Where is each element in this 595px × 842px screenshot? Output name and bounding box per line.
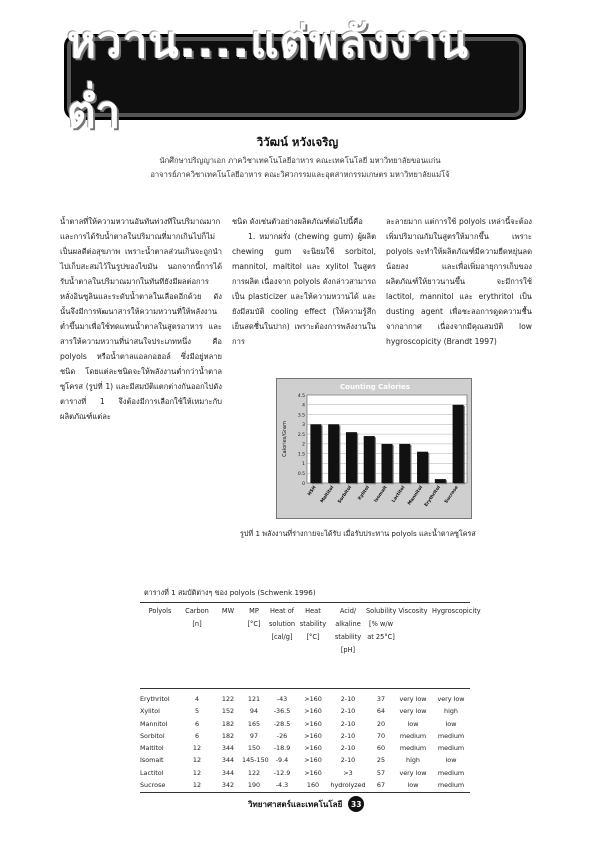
table-cell: 145-150 xyxy=(242,756,269,765)
table-title: ตารางที่ 1 สมบัติต่างๆ ของ polyols (Schwenk 1996) xyxy=(144,588,316,597)
table-cell: very low xyxy=(437,695,465,703)
table-cell: -26 xyxy=(276,731,288,740)
table-header-cell: Solubility [% w/w at 25°C] xyxy=(366,607,397,641)
table-cell: >3 xyxy=(343,768,353,777)
table-top-rule xyxy=(140,602,470,603)
table-row xyxy=(140,730,470,742)
table-cell: 5 xyxy=(194,707,200,716)
table-cell: 12 xyxy=(192,781,202,790)
table-header-cell: Viscosity xyxy=(398,607,428,615)
y-tick-label: 1.5 xyxy=(297,452,305,458)
body-column-3 xyxy=(386,214,532,349)
table-cell: >160 xyxy=(304,768,322,777)
bar xyxy=(346,432,357,483)
body-column-2 xyxy=(232,214,376,349)
table-cell: 344 xyxy=(221,768,235,777)
table-cell: very low xyxy=(399,768,427,777)
affiliation-line: อาจารย์ภาควิชาเทคโนโลยีอาหาร คณะวิศวกรรมและอุตสาหกรรมเกษตร มหาวิทยาลัยแม่โจ้ xyxy=(150,170,450,179)
table-header-cell: Hygroscopicity xyxy=(432,607,481,615)
table-cell: 344 xyxy=(221,744,235,753)
table-cell: 190 xyxy=(247,781,261,790)
y-axis-label: Calories/Gram xyxy=(282,421,288,457)
table-cell: Sucrose xyxy=(140,781,166,790)
table-cell: >160 xyxy=(304,695,322,703)
paragraph: ละลายมาก แต่การใช้ polyols เหล่านี้จะต้องเพิ่มปริมาณกัมในสูตรให้มากขึ้น เพราะ polyols จะทำให้ผลิตภัณฑ์มีความยืดหยุ่นลดน้อยลง และเพื่อเพิ่มอายุการเก็บของผลิตภัณฑ์ให้ยาวนานขึ้น จะมีการใช้ lactitol, mannitol และ erythritol เป็น dusting agent เพื่อชะลอการดูดความชื้นจากอากาศ เนื่องจากมีคุณสมบัติ low hygroscopicity (Brandt 1997) xyxy=(386,217,532,346)
table-cell: >160 xyxy=(304,731,322,740)
table-cell: medium xyxy=(437,744,465,753)
table-cell: 12 xyxy=(192,744,202,753)
table-cell: 121 xyxy=(247,695,261,703)
bar xyxy=(364,436,375,483)
table-cell: Erythritol xyxy=(140,695,170,703)
bar xyxy=(435,479,446,483)
table-cell: 2-10 xyxy=(340,719,356,728)
table-cell: 2-10 xyxy=(340,707,356,716)
table-cell: -18.9 xyxy=(273,744,291,753)
paragraph: ชนิด ดังเช่นตัวอย่างผลิตภัณฑ์ต่อไปนี้คือ xyxy=(232,217,363,226)
table-header-cell: Carbon [n] xyxy=(185,607,209,628)
table-cell: 4 xyxy=(194,695,200,703)
bar xyxy=(399,444,410,483)
table-cell: medium xyxy=(399,744,427,753)
bar xyxy=(310,424,321,483)
paragraph: น้ำตาลที่ให้ความหวานอันทันท่วงทีในปริมาณมาก และการได้รับน้ำตาลในปริมาณที่มากเกินไปก็ไม่เป็นผลดีต่อสุขภาพ เพราะน้ำตาลส่วนเกินจะถูกนำไปเก็บสะสมไว้ในรูปของไขมัน นอกจากนี้การได้รับน้ำตาลในปริมาณมากในทันทียังมีผลต่อการหลั่งอินซูลินและระดับน้ำตาลในเลือดอีกด้วย ดังนั้นจึงมีการพัฒนาสารให้ความหวานที่ให้พลังงานต่ำขึ้นมาเพื่อใช้ทดแทนน้ำตาลในสูตรอาหาร และสารให้ความหวานที่น่าสนใจประเภทหนึ่ง คือ polyols หรือน้ำตาลแอลกอฮอล์ ซึ่งมีอยู่หลายชนิด โดยแต่ละชนิดจะให้พลังงานต่ำกว่าน้ำตาลซูโครส (รูปที่ 1) และมีสมบัติแตกต่างกันออกไปดังตารางที่ 1 จึงต้องมีการเลือกใช้ให้เหมาะกับผลิตภัณฑ์แต่ละ xyxy=(60,217,222,421)
bar xyxy=(381,444,392,483)
table-header-cell: Acid/ alkaline stability [pH] xyxy=(334,607,362,654)
table-header-cell: MP [°C] xyxy=(247,607,261,628)
table-cell: >160 xyxy=(304,719,322,728)
y-tick-label: 2.5 xyxy=(297,432,305,438)
table-header-rule xyxy=(140,688,470,689)
y-tick-label: 3 xyxy=(302,423,305,429)
table-cell: 12 xyxy=(192,768,202,777)
table-cell: >160 xyxy=(304,707,322,716)
table-cell: medium xyxy=(437,768,465,777)
table-cell: very low xyxy=(399,695,427,703)
table-cell: high xyxy=(406,756,420,765)
y-tick-label: 4 xyxy=(302,403,305,409)
figure-caption: รูปที่ 1 พลังงานที่ร่างกายจะได้รับ เมื่อรับประทาน polyols และน้ำตาลซูโครส xyxy=(240,529,476,538)
table-cell: -28.5 xyxy=(273,719,291,728)
table-cell: 20 xyxy=(376,719,386,728)
table-cell: Lactitol xyxy=(140,768,164,777)
table-cell: 2-10 xyxy=(340,744,356,753)
table-cell: medium xyxy=(437,731,465,740)
table-cell: 12 xyxy=(192,756,202,765)
table-cell: 37 xyxy=(376,695,386,703)
chart-canvas xyxy=(277,379,473,520)
x-tick-label: Lactitol xyxy=(391,485,407,504)
table-cell: medium xyxy=(437,781,465,790)
journal-name: วิทยาศาสตร์และเทคโนโลยี xyxy=(248,799,343,809)
table-cell: >160 xyxy=(304,756,322,765)
table-cell: 2-10 xyxy=(340,756,356,765)
table-cell: 122 xyxy=(221,695,235,703)
table-cell: low xyxy=(407,719,419,728)
table-header-cell: MW xyxy=(221,607,235,615)
y-tick-label: 0 xyxy=(302,481,305,487)
table-cell: -4.3 xyxy=(275,781,289,790)
x-tick-label: Maltitol xyxy=(319,485,336,505)
table-cell: 97 xyxy=(249,731,259,740)
table-cell: Sorbitol xyxy=(140,731,165,740)
page-footer xyxy=(248,796,364,812)
table-cell: 182 xyxy=(221,731,235,740)
y-tick-label: 2 xyxy=(302,442,305,448)
table-header-cell: Polyols xyxy=(148,607,172,615)
table-cell: 64 xyxy=(376,707,386,716)
table-cell: 6 xyxy=(194,731,200,740)
table-cell: Maltitol xyxy=(140,744,164,753)
x-tick-label: Erythritol xyxy=(424,485,442,508)
title-banner xyxy=(64,17,526,138)
table-row xyxy=(140,779,470,791)
table-cell: Mannitol xyxy=(140,719,168,728)
table-cell: low xyxy=(445,719,457,728)
table-header-cell: Heat of solution [cal/g] xyxy=(268,607,296,641)
table-cell: low xyxy=(445,756,457,765)
table-header xyxy=(140,605,481,659)
table-cell: Xylitol xyxy=(140,707,160,716)
calorie-chart xyxy=(276,378,472,519)
table-bottom-rule xyxy=(140,792,470,793)
table-cell: 67 xyxy=(376,781,386,790)
author-name: วิวัฒน์ หวังเจริญ xyxy=(256,135,339,149)
table-cell: 6 xyxy=(194,719,200,728)
article-title: หวาน....แต่พลังงานต่ำ xyxy=(67,17,470,138)
y-tick-label: 0.5 xyxy=(297,472,305,478)
table-cell: 152 xyxy=(221,707,235,716)
x-tick-label: HSH xyxy=(307,485,318,497)
table-row xyxy=(140,705,470,717)
bar xyxy=(417,452,428,483)
table-cell: 182 xyxy=(221,719,235,728)
table-row xyxy=(140,742,470,754)
table-cell: -43 xyxy=(276,695,288,703)
table-cell: 150 xyxy=(247,744,261,753)
table-header-cell: Heat stability [°C] xyxy=(299,607,327,641)
table-row xyxy=(140,718,470,730)
x-tick-label: Isomalt xyxy=(373,485,389,504)
table-cell: 2-10 xyxy=(340,695,356,703)
body-column-1 xyxy=(60,214,222,424)
affiliation-line: นักศึกษาปริญญาเอก ภาควิชาเทคโนโลยีอาหาร คณะเทคโนโลยี มหาวิทยาลัยขอนแก่น xyxy=(159,156,441,165)
paragraph: 1. หมากฝรั่ง (chewing gum) ผู้ผลิต chewing gum จะนิยมใช้ sorbitol, mannitol, maltitol และ xylitol ในสูตรการผลิต เนื่องจาก polyols ดังกล่าวสามารถเป็น plasticizer และให้ความหวานได้ และยังมีสมบัติ cooling effect (ให้ความรู้สึกเย็นสดชื่นในปาก) เพราะต้องการพลังงานในการ xyxy=(232,232,376,346)
chart-title: Counting Calories xyxy=(340,383,410,391)
table-cell: hydrolyzed xyxy=(330,781,366,790)
x-tick-label: Mannitol xyxy=(407,485,425,507)
table-cell: >160 xyxy=(304,744,322,753)
table-row xyxy=(140,754,470,766)
y-tick-label: 4.5 xyxy=(297,393,305,399)
y-tick-label: 1 xyxy=(302,462,305,468)
x-tick-label: Xylitol xyxy=(357,485,371,502)
bar xyxy=(453,405,464,483)
table-body xyxy=(140,693,470,791)
table-cell: 122 xyxy=(247,768,261,777)
table-cell: -36.5 xyxy=(273,707,291,716)
table-row xyxy=(140,693,470,705)
x-tick-label: Sucrose xyxy=(444,485,460,505)
table-cell: -9.4 xyxy=(275,756,289,765)
table-cell: 344 xyxy=(221,756,235,765)
table-cell: high xyxy=(444,707,458,716)
table-cell: medium xyxy=(399,731,427,740)
table-cell: 2-10 xyxy=(340,731,356,740)
table-cell: low xyxy=(407,781,419,790)
page-number: 33 xyxy=(348,796,364,812)
bar xyxy=(328,424,339,483)
table-cell: 165 xyxy=(247,719,261,728)
table-cell: Isomalt xyxy=(140,756,164,765)
table-cell: 25 xyxy=(376,756,386,765)
table-cell: 60 xyxy=(376,744,386,753)
table-cell: very low xyxy=(399,707,427,716)
y-tick-label: 3.5 xyxy=(297,413,305,419)
table-cell: 342 xyxy=(221,781,235,790)
table-row xyxy=(140,767,470,779)
table-cell: 160 xyxy=(306,781,320,790)
table-cell: 94 xyxy=(249,707,259,716)
table-cell: -12.9 xyxy=(273,768,291,777)
table-cell: 70 xyxy=(376,731,386,740)
table-cell: 57 xyxy=(376,768,386,777)
x-tick-label: Sorbitol xyxy=(337,485,354,505)
